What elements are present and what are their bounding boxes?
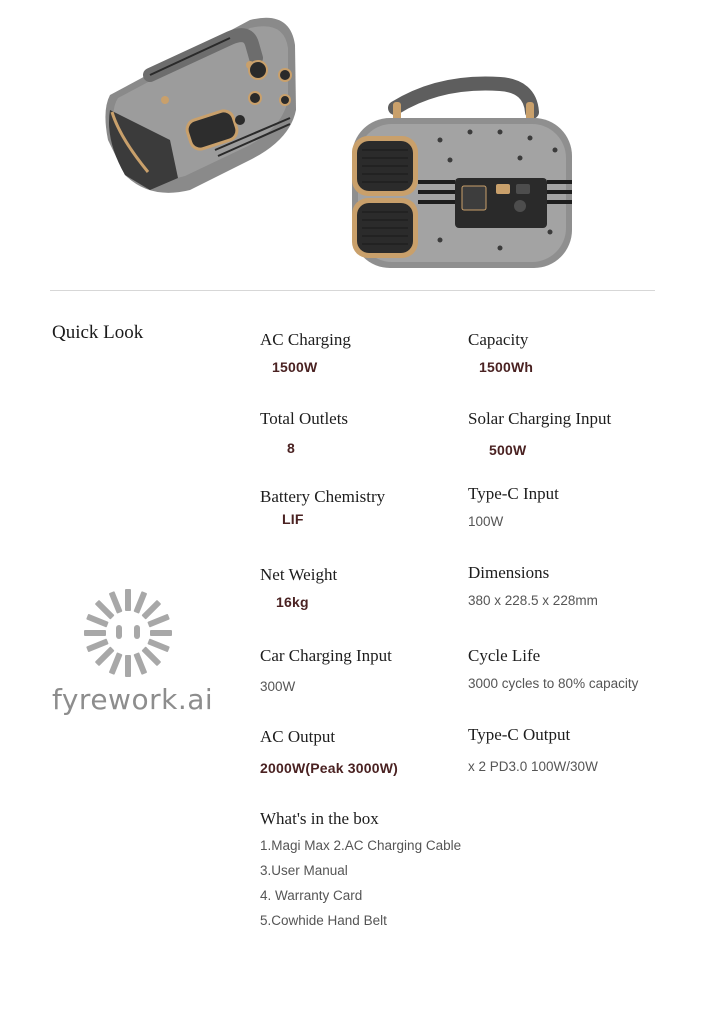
spec-value-battery-chemistry: LIF: [282, 511, 304, 527]
product-image-front-view: [352, 84, 572, 269]
spec-label-typec-output: Type-C Output: [468, 725, 571, 744]
box-item: 1.Magi Max 2.AC Charging Cable: [260, 838, 462, 853]
logo-wordmark: fyrework.ai: [52, 683, 214, 716]
spec-value-typec-output: x 2 PD3.0 100W/30W: [468, 759, 598, 774]
spec-label-capacity: Capacity: [468, 330, 529, 349]
box-item: 4. Warranty Card: [260, 888, 363, 903]
spec-value-ac-charging: 1500W: [272, 359, 318, 375]
spec-value-cycle-life: 3000 cycles to 80% capacity: [468, 676, 639, 691]
spec-label-solar-input: Solar Charging Input: [468, 409, 612, 428]
spec-label-cycle-life: Cycle Life: [468, 646, 541, 665]
spec-label-ac-charging: AC Charging: [260, 330, 351, 349]
spec-value-capacity: 1500Wh: [479, 359, 534, 375]
box-item: 5.Cowhide Hand Belt: [260, 913, 387, 928]
spec-label-battery-chemistry: Battery Chemistry: [260, 487, 386, 506]
spec-label-net-weight: Net Weight: [260, 565, 338, 584]
spec-label-total-outlets: Total Outlets: [260, 409, 349, 428]
spec-value-car-charging: 300W: [260, 679, 296, 694]
spec-label-dimensions: Dimensions: [468, 563, 550, 582]
spec-label-car-charging: Car Charging Input: [260, 646, 392, 665]
product-image-top-view: [105, 18, 296, 193]
spec-value-total-outlets: 8: [287, 440, 295, 456]
box-title: What's in the box: [260, 809, 379, 828]
spec-value-net-weight: 16kg: [276, 594, 309, 610]
spec-label-ac-output: AC Output: [260, 727, 336, 746]
box-item: 3.User Manual: [260, 863, 348, 878]
product-images: [0, 0, 706, 290]
spec-value-typec-input: 100W: [468, 514, 504, 529]
spec-value-solar-input: 500W: [489, 442, 527, 458]
spec-value-ac-output: 2000W(Peak 3000W): [260, 760, 399, 776]
section-divider: [50, 290, 655, 291]
spec-label-typec-input: Type-C Input: [468, 484, 559, 503]
section-title: Quick Look: [52, 322, 144, 343]
spec-value-dimensions: 380 x 228.5 x 228mm: [468, 593, 598, 608]
